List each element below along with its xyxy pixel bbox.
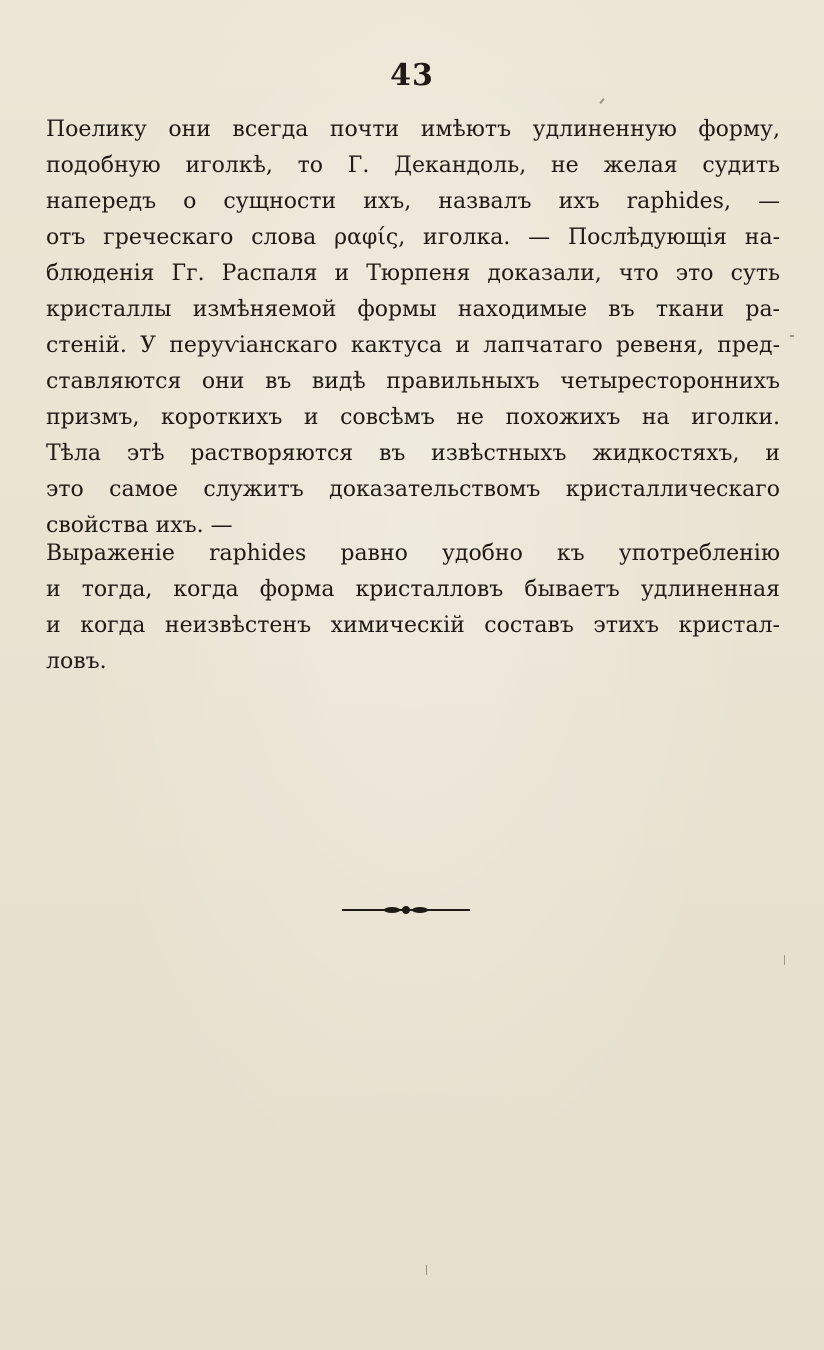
text-line: это самое служитъ доказательствомъ кристаллическаго xyxy=(46,477,780,502)
ink-speck xyxy=(790,335,794,337)
page-number: 43 xyxy=(390,58,434,93)
ink-speck xyxy=(599,98,604,104)
text-line: свойства ихъ. — xyxy=(46,513,233,538)
text-line: напередъ о сущности ихъ, назвалъ ихъ raphides, — xyxy=(46,189,780,214)
text-line: подобную иголкѣ, то Г. Декандоль, не желая судить xyxy=(46,153,780,178)
paragraph-2 xyxy=(46,536,780,680)
text-line: и тогда, когда форма кристалловъ бываетъ удлиненная xyxy=(46,577,780,602)
ink-speck xyxy=(426,1265,427,1275)
text-line: ловъ. xyxy=(46,649,107,674)
ornament-divider-icon xyxy=(340,900,472,920)
text-line: Выраженіе raphides равно удобно къ употребленію xyxy=(46,541,780,566)
text-line: блюденія Гг. Распаля и Тюрпеня доказали, что это суть xyxy=(46,261,780,286)
text-line: ставляются они въ видѣ правильныхъ четырестороннихъ xyxy=(46,369,780,394)
text-line: кристаллы измѣняемой формы находимые въ ткани ра- xyxy=(46,297,780,322)
text-line: призмъ, короткихъ и совсѣмъ не похожихъ на иголки. xyxy=(46,405,780,430)
text-line: и когда неизвѣстенъ химическій составъ этихъ кристал- xyxy=(46,613,780,638)
text-line: стеній. У перуѵіанскаго кактуса и лапчатаго ревеня, пред- xyxy=(46,333,780,358)
text-line: отъ греческаго слова ραφίς, иголка. — Послѣдующія на- xyxy=(46,225,780,250)
text-line: Поелику они всегда почти имѣютъ удлиненную форму, xyxy=(46,117,780,142)
text-line: Тѣла этѣ растворяются въ извѣстныхъ жидкостяхъ, и xyxy=(46,441,780,466)
paragraph-1 xyxy=(46,112,780,544)
ink-speck xyxy=(784,955,785,965)
